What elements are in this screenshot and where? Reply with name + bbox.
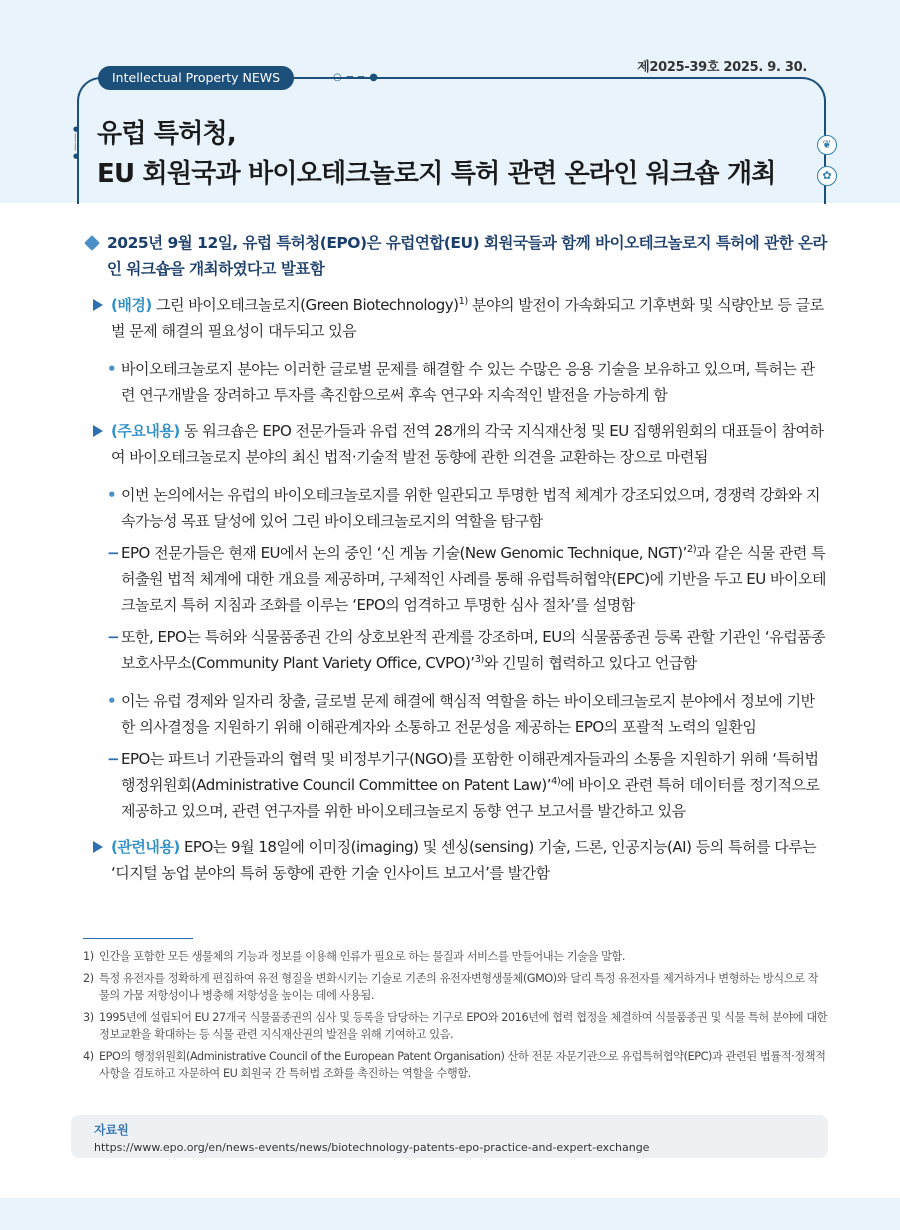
- source-label: 자료원: [94, 1123, 129, 1137]
- main-dash-2: [107, 624, 828, 676]
- main-text: 동 워크숍은 EPO 전문가들과 유럽 전역 28개의 각국 지식재산청 및 EU 집행위원회의 대표들이 참여하여 바이오테크놀로지 분야의 최신 법적·기술적 발전 동향에 관한 의견을 교환하는 장으로 마련됨: [111, 422, 824, 466]
- dot-bullet-icon: •: [107, 692, 117, 710]
- triangle-bullet-icon: [93, 425, 103, 437]
- leaf-circle-icon: ❦: [817, 135, 837, 155]
- dash-bullet-icon: −: [107, 750, 120, 768]
- title-line-1: 유럽 특허청,: [97, 119, 236, 149]
- background-tag: (배경): [111, 296, 152, 314]
- footnote-3: 3) 1995년에 설립되어 EU 27개국 식물품종권의 심사 및 등록을 담당하는 기구로 EPO와 2016년에 협력 협정을 체결하여 식물품종권 및 식물 특허 분야에 대한 정보교환을 확대하는 등 식물 관련 지식재산권의 발전을 위해 기여하고 있음.: [83, 1011, 828, 1041]
- main-tag: (주요내용): [111, 422, 180, 440]
- background-item: [93, 292, 828, 344]
- source-box: [71, 1115, 828, 1158]
- main-bullet-2: [107, 688, 828, 740]
- title-line-2: EU 회원국과 바이오테크놀로지 특허 관련 온라인 워크숍 개최: [97, 159, 776, 189]
- dash-bullet-icon: −: [107, 544, 120, 562]
- headline-text: 2025년 9월 12일, 유럽 특허청(EPO)은 유럽연합(EU) 회원국들과 함께 바이오테크놀로지 특허에 관한 온라인 워크숍을 개최하였다고 발표함: [107, 234, 827, 278]
- dot-bullet-icon: •: [107, 486, 117, 504]
- related-tag: (관련내용): [111, 838, 180, 856]
- main-dash-1: [107, 540, 828, 618]
- background-bullet-text: 바이오테크놀로지 분야는 이러한 글로벌 문제를 해결할 수 있는 수많은 응용 기술을 보유하고 있으며, 특허는 관련 연구개발을 장려하고 투자를 촉진함으로써 후속 연구와 지속적인 발전을 가능하게 함: [121, 360, 815, 404]
- main-bullet-1: [107, 482, 828, 534]
- footnote-2: 2) 특정 유전자를 정확하게 편집하여 유전 형질을 변화시키는 기술로 기존의 유전자변형생물체(GMO)와 달리 특정 유전자를 제거하거나 변형하는 방식으로 작물의 가뭄 저항성이나 병충해 저항성을 높이는 데에 사용됨.: [83, 972, 819, 1002]
- main-dash-3: [107, 746, 828, 824]
- source-url[interactable]: https://www.epo.org/en/news-events/news/biotechnology-patents-epo-practice-and-expert-exchange: [94, 1141, 650, 1154]
- dash-3-text-a: EPO는 파트너 기관들과의 협력 및 비정부기구(NGO)를 포함한 이해관계자들과의 소통을 지원하기 위해 ‘특허법 행정위원회(Administrative Council Committee on Patent Law)’: [121, 750, 819, 794]
- footnote-ref-4: 4): [551, 776, 561, 787]
- dash-bullet-icon: −: [107, 628, 120, 646]
- footnote-1: 1) 인간을 포함한 모든 생물체의 기능과 정보를 이용해 인류가 필요로 하는 물질과 서비스를 만들어내는 기술을 말함.: [83, 950, 626, 963]
- footnote-ref-2: 2): [686, 544, 697, 555]
- dash-2-text-b: 와 긴밀히 협력하고 있다고 언급함: [483, 654, 697, 672]
- article-body: [83, 230, 828, 886]
- footnotes: [83, 948, 828, 1087]
- dash-3-text-b: 에 바이오 관련 특허 데이터를 정기적으로 제공하고 있으며, 관련 연구자를 위한 바이오테크놀로지 동향 연구 보고서를 발간하고 있음: [121, 776, 820, 820]
- background-text-b: 분야의 발전이 가속화되고 기후변화 및 식량안보 등 글로벌 문제 해결의 필요성이 대두되고 있음: [111, 296, 824, 340]
- dash-2-text-a: 또한, EPO는 특허와 식물품종권 간의 상호보완적 관계를 강조하며, EU의 식물품종권 등록 관할 기관인 ‘유럽품종보호사무소(Community Plant Variety Office, CVPO)’: [121, 628, 826, 672]
- triangle-bullet-icon: [93, 299, 103, 311]
- footnote-ref-3: 3): [474, 654, 484, 665]
- footnote-4: 4) EPO의 행정위원회(Administrative Council of the European Patent Organisation) 산하 전문 자문기관으로 유럽특허협약(EPC)과 관련된 법률적·정책적 사항을 검토하고 자문하여 EU 회원국 간 특허법 조화를 촉진하는 역할을 수행함.: [83, 1050, 826, 1080]
- cube-icon: [84, 235, 100, 251]
- triangle-bullet-icon: [93, 841, 103, 853]
- decorative-dots: ○ ─ ─ ●: [333, 72, 380, 83]
- related-item: [93, 834, 828, 886]
- main-bullet-1-text: 이번 논의에서는 유럽의 바이오테크놀로지를 위한 일관되고 투명한 법적 체계가 강조되었으며, 경쟁력 강화와 지속가능성 목표 달성에 있어 그린 바이오테크놀로지의 역할을 탐구함: [121, 486, 821, 530]
- dash-1-text-a: EPO 전문가들은 현재 EU에서 논의 중인 ‘신 게놈 기술(New Genomic Technique, NGT)’: [121, 544, 687, 562]
- headline: [83, 230, 828, 282]
- dash-1-text-b: 과 같은 식물 관련 특허출원 법적 체계에 대한 개요를 제공하며, 구체적인 사례를 통해 유럽특허협약(EPC)에 기반을 두고 EU 바이오테크놀로지 특허 지침과 조화를 이루는 ‘EPO의 엄격하고 투명한 심사 절차’를 설명함: [121, 544, 826, 614]
- main-bullet-2-text: 이는 유럽 경제와 일자리 창출, 글로벌 문제 해결에 핵심적 역할을 하는 바이오테크놀로지 분야에서 정보에 기반한 의사결정을 지원하기 위해 이해관계자와 소통하고 전문성을 제공하는 EPO의 포괄적 노력의 일환임: [121, 692, 815, 736]
- footnote-divider: [83, 938, 193, 939]
- footnote-ref-1: 1): [458, 296, 468, 307]
- background-text-a: 그린 바이오테크놀로지(Green Biotechnology): [151, 296, 459, 314]
- related-text: EPO는 9월 18일에 이미징(imaging) 및 센싱(sensing) 기술, 드론, 인공지능(AI) 등의 특허를 다루는 ‘디지털 농업 분야의 특허 동향에 관한 기술 인사이트 보고서’를 발간함: [111, 838, 817, 882]
- background-bullet: [107, 356, 828, 408]
- page-title: [97, 114, 776, 194]
- newsletter-label: Intellectual Property NEWS: [98, 66, 294, 90]
- issue-number: 제2025-39호 2025. 9. 30.: [637, 60, 807, 75]
- main-content-item: [93, 418, 828, 470]
- side-decorative-dots: ● │ │ ●: [73, 125, 80, 160]
- earth-circle-icon: ✿: [817, 166, 837, 186]
- dot-bullet-icon: •: [107, 360, 117, 378]
- footer-background: [0, 1198, 900, 1230]
